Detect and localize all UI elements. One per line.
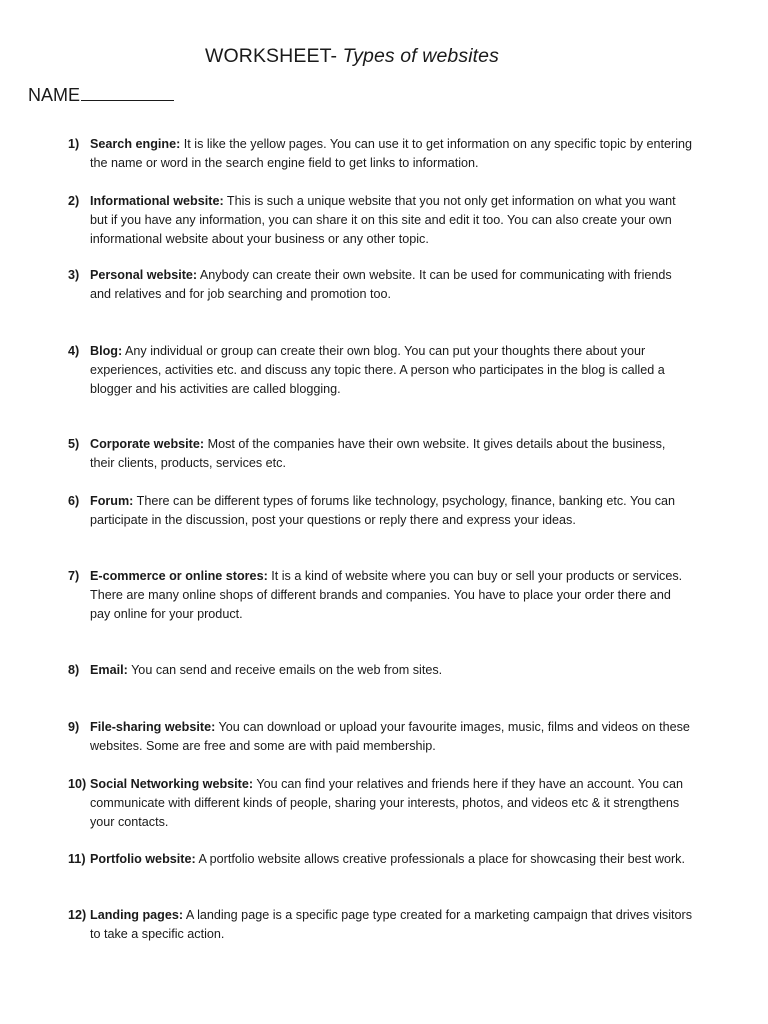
- item-term: Personal website:: [90, 268, 198, 282]
- item-number: 5): [68, 437, 80, 451]
- item-text: You can find your relatives and friends here if they have an account. You can communicate with different kinds of people, sharing your interests, photos, and videos etc & it strengthens your contacts.: [90, 777, 683, 829]
- list-item: [68, 342, 693, 399]
- item-term: Search engine:: [90, 137, 181, 151]
- list-item: [68, 492, 693, 530]
- name-label: NAME: [28, 85, 81, 105]
- item-term: Portfolio website:: [90, 852, 196, 866]
- item-number: 10): [68, 777, 87, 791]
- page-title: [205, 44, 499, 68]
- item-number: 9): [68, 720, 80, 734]
- item-text: You can download or upload your favourite images, music, films and videos on these websites. Some are free and some are with paid membership.: [90, 720, 690, 753]
- item-text: It is a kind of website where you can buy or sell your products or services. There are many online shops of different brands and companies. You have to place your order there and pay online for your product.: [90, 569, 683, 621]
- list-item: [68, 192, 693, 249]
- name-blank-line: [81, 83, 174, 101]
- item-text: There can be different types of forums like technology, psychology, finance, banking etc. You can participate in the discussion, post your questions or reply there and express your ideas.: [90, 494, 676, 527]
- item-text: A portfolio website allows creative professionals a place for showcasing their best work.: [195, 852, 685, 866]
- title-italic: Types of websites: [342, 45, 499, 67]
- item-number: 3): [68, 268, 80, 282]
- item-term: Social Networking website:: [90, 777, 254, 791]
- item-number: 12): [68, 908, 87, 922]
- item-term: E-commerce or online stores:: [90, 569, 268, 583]
- item-number: 1): [68, 137, 80, 151]
- item-text: Anybody can create their own website. It can be used for communicating with friends and relatives and for job searching and promotion too.: [90, 268, 672, 301]
- item-number: 7): [68, 569, 80, 583]
- item-text: Most of the companies have their own website. It gives details about the business, their clients, products, services etc.: [90, 437, 666, 470]
- list-item: [68, 850, 693, 869]
- item-term: Email:: [90, 663, 128, 677]
- item-text: A landing page is a specific page type created for a marketing campaign that drives visitors to take a specific action.: [90, 908, 692, 941]
- title-main: WORKSHEET-: [205, 45, 343, 67]
- name-field: [28, 83, 174, 107]
- list-item: [68, 906, 693, 944]
- list-item: [68, 718, 693, 756]
- list-item: [68, 567, 693, 624]
- item-text: It is like the yellow pages. You can use it to get information on any specific topic by entering the name or word in the search engine field to get links to information.: [90, 137, 693, 170]
- list-item: [68, 266, 693, 304]
- item-text: Any individual or group can create their own blog. You can put your thoughts there about your experiences, activities etc. and discuss any topic there. A person who participates in the blog is called a blogger and his activities are called blogging.: [90, 344, 665, 396]
- list-item: [68, 435, 693, 473]
- item-term: Forum:: [90, 494, 134, 508]
- item-text: You can send and receive emails on the web from sites.: [127, 663, 443, 677]
- list-item: [68, 135, 693, 173]
- list-item: [68, 661, 693, 680]
- item-text: This is such a unique website that you not only get information on what you want but if you have any information, you can share it on this site and edit it too. You can also create your own informational website about your business or any other topic.: [90, 194, 676, 246]
- item-number: 11): [68, 852, 86, 866]
- item-term: Informational website:: [90, 194, 224, 208]
- item-term: File-sharing website:: [90, 720, 216, 734]
- item-term: Landing pages:: [90, 908, 184, 922]
- item-number: 8): [68, 663, 80, 677]
- item-number: 4): [68, 344, 80, 358]
- item-term: Corporate website:: [90, 437, 205, 451]
- item-term: Blog:: [90, 344, 123, 358]
- list-item: [68, 775, 693, 832]
- item-number: 2): [68, 194, 80, 208]
- item-number: 6): [68, 494, 80, 508]
